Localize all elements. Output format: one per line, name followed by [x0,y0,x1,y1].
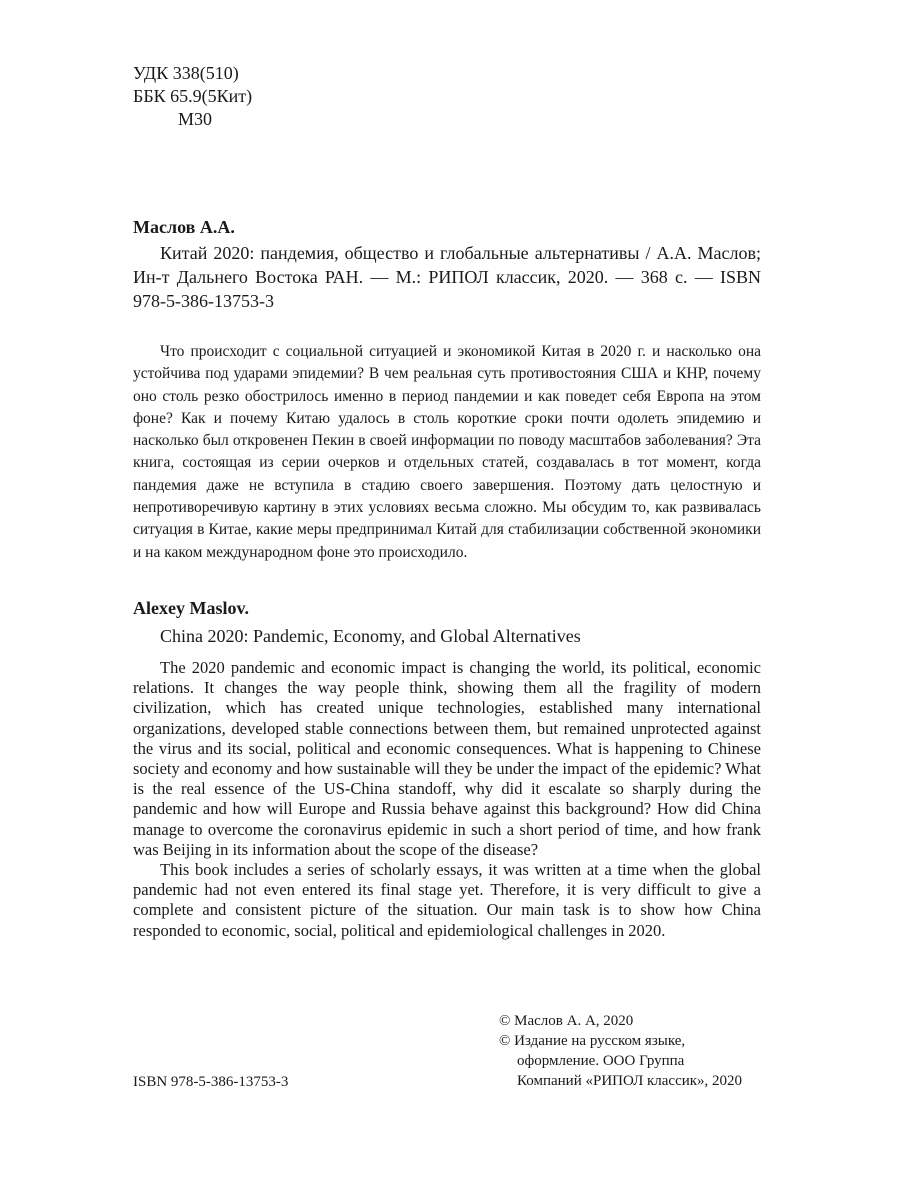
copyright-author: © Маслов А. А, 2020 [499,1013,634,1029]
english-paragraph: The 2020 pandemic and economic impact is changing the world, its political, economic relations. It changes the way people think, showing them all the fragility of modern civilization, which has created unique technologies, established many international organizations, developed stable connections between them, but remained unprotected against the virus and its social, political and economic consequences. What is happening to Chinese society and economy and how sustainable will they be under the impact of the epidemic? What is the real essence of the US-China standoff, why did it escalate so sharply during the pandemic and how will Europe and Russia behave against this background? How did China manage to overcome the coronavirus epidemic in such a short period of time, and how frank was Beijing in its information about the scope of the disease? [133,658,761,859]
isbn: ISBN 978-5-386-13753-3 [133,1074,289,1090]
classification-codes [133,62,252,131]
russian-bibliographic-record [133,215,761,564]
copyright-edition-line: Компаний «РИПОЛ классик», 2020 [517,1073,743,1089]
copyright-edition-line: оформление. ООО Группа [517,1053,685,1069]
russian-citation: Китай 2020: пандемия, общество и глобальные альтернативы / А.А. Маслов; Ин-т Дальнего Востока РАН. — М.: РИПОЛ классик, 2020. — 368 с. — ISBN 978-5-386-13753-3 [133,243,761,311]
english-author: Alexey Maslov. [133,598,249,618]
english-paragraph: This book includes a series of scholarly essays, it was written at a time when the global pandemic had not even entered its final stage yet. Therefore, it is very difficult to give a complete and consistent picture of the situation. Our main task is to show how China responded to economic, social, political and epidemiological challenges in 2020. [133,860,761,940]
copyright-notice [499,1011,764,1091]
author-mark: М30 [178,109,213,129]
udk-code: УДК 338(510) [133,63,239,83]
copyright-edition-line: © Издание на русском языке, [499,1033,686,1049]
english-title: China 2020: Pandemic, Economy, and Global Alternatives [160,626,581,646]
russian-annotation: Что происходит с социальной ситуацией и экономикой Китая в 2020 г. и насколько она устойчива под ударами эпидемии? В чем реальная суть противостояния США и КНР, почему оно столь резко обострилось именно в период пандемии и как поведет себя Европа на этом фоне? Как и почему Китаю удалось в столь короткие сроки почти одолеть эпидемию и насколько был откровенен Пекин в своей информации по поводу масштабов заболевания? Эта книга, состоящая из серии очерков и отдельных статей, создавалась в тот момент, когда пандемия даже не вступила в стадию своего завершения. Поэтому дать целостную и непротиворечивую картину в этих условиях весьма сложно. Мы обсудим то, как развивалась ситуация в Китае, какие меры предпринимал Китай для стабилизации собственной экономики и на каком международном фоне это происходило. [133,343,761,561]
russian-author: Маслов А.А. [133,217,235,237]
bbk-code: ББК 65.9(5Кит) [133,86,253,106]
english-bibliographic-record [133,596,761,941]
